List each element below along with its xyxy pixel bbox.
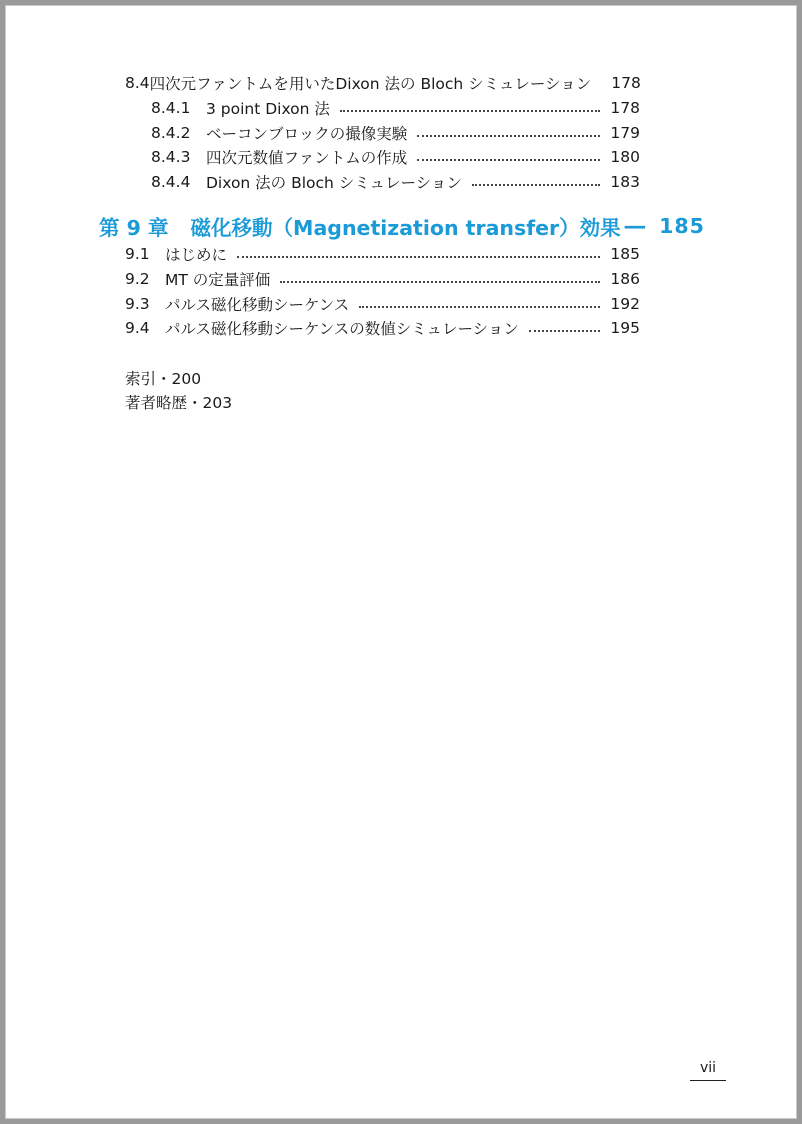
dot-leader — [472, 184, 601, 186]
toc-entry[interactable] — [125, 242, 640, 266]
toc-entry-number: 8.4.3 — [151, 148, 191, 166]
toc-entry-title: パルス磁化移動シーケンスの数値シミュレーション — [165, 320, 519, 338]
book-page — [5, 5, 797, 1119]
page-number: vii — [690, 1058, 726, 1081]
toc-entry-page: 185 — [610, 245, 640, 263]
toc-entry-title: パルス磁化移動シーケンス — [165, 296, 350, 314]
toc-entry[interactable] — [125, 267, 640, 291]
toc-entry-number: 9.1 — [125, 245, 150, 263]
toc-entry-title: 四次元数値ファントムの作成 — [206, 149, 408, 167]
toc-entry-title: はじめに — [165, 246, 228, 264]
toc-entry-page: 186 — [610, 270, 640, 288]
toc-entry-page: 192 — [610, 295, 640, 313]
toc-entry-title: ベーコンブロックの撮像実験 — [206, 125, 408, 143]
toc-entry-number: 8.4 — [125, 74, 150, 92]
toc-entry[interactable] — [125, 292, 640, 316]
author-bio-entry[interactable]: 著者略歴・203 — [125, 394, 233, 412]
dot-leader — [529, 330, 601, 332]
dot-leader — [237, 256, 600, 258]
toc-entry-page: 178 — [611, 74, 641, 92]
toc-entry-page: 195 — [610, 319, 640, 337]
toc-entry-title: 四次元ファントムを用いたDixon 法の Bloch シミュレーション — [149, 75, 592, 93]
toc-entry[interactable] — [125, 316, 640, 340]
toc-entry[interactable] — [151, 121, 640, 145]
toc-entry-title: Dixon 法の Bloch シミュレーション — [206, 174, 462, 192]
toc-entry-page: 179 — [610, 124, 640, 142]
toc-entry-page: 180 — [610, 148, 640, 166]
toc-entry-number: 9.4 — [125, 319, 150, 337]
dot-leader — [417, 159, 600, 161]
index-entry[interactable]: 索引・200 — [125, 370, 202, 388]
toc-entry-number: 8.4.2 — [151, 124, 191, 142]
chapter-heading[interactable] — [99, 209, 705, 243]
dot-leader — [280, 281, 600, 283]
toc-entry-page: 178 — [610, 99, 640, 117]
toc-entry[interactable] — [151, 96, 640, 120]
toc-entry-number: 8.4.1 — [151, 99, 191, 117]
toc-entry-title: MT の定量評価 — [165, 271, 271, 289]
toc-entry-number: 8.4.4 — [151, 173, 191, 191]
chapter-number: 第 9 章 — [99, 216, 169, 240]
dot-leader — [359, 306, 600, 308]
toc-entry-title: 3 point Dixon 法 — [206, 100, 330, 118]
toc-entry-number: 9.3 — [125, 295, 150, 313]
toc-entry[interactable] — [151, 170, 640, 194]
toc-entry-page: 183 — [610, 173, 640, 191]
toc-entry-number: 9.2 — [125, 270, 150, 288]
dot-leader — [340, 110, 600, 112]
chapter-title: 磁化移動（Magnetization transfer）効果 — [190, 216, 621, 240]
toc-entry[interactable] — [125, 71, 640, 95]
dot-leader — [417, 135, 600, 137]
chapter-page: 185 — [659, 214, 705, 238]
chapter-dash: ― — [624, 214, 646, 238]
toc-entry[interactable] — [151, 145, 640, 169]
